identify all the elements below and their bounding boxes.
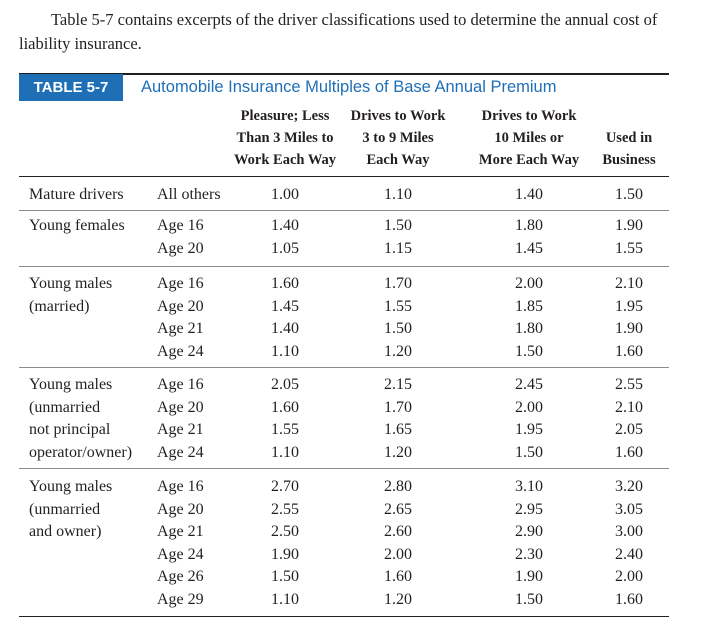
- group-label-line: Young females: [29, 217, 125, 234]
- column-header-line: Used in: [605, 130, 653, 146]
- multiple-value: 1.70: [384, 275, 412, 292]
- group-label-line: Young males: [29, 275, 113, 292]
- value-column: [240, 374, 330, 464]
- multiple-value: 1.10: [271, 590, 299, 608]
- group-divider: [19, 367, 669, 368]
- multiple-value: 3.20: [615, 478, 643, 495]
- multiple-value: 1.05: [271, 239, 299, 257]
- multiple-value: 1.20: [384, 443, 412, 461]
- multiple-value: 1.90: [271, 545, 299, 563]
- column-header-line: Drives to Work: [350, 108, 446, 124]
- group-label: [29, 184, 124, 207]
- multiple-value: 3.00: [615, 523, 643, 540]
- group-label-line: Mature drivers: [29, 186, 124, 203]
- multiple-value: 1.10: [384, 186, 412, 203]
- multiple-value: 2.05: [615, 421, 643, 438]
- multiple-value: 2.40: [615, 545, 643, 563]
- multiple-value: 2.60: [384, 523, 412, 540]
- multiple-value: 2.70: [271, 478, 299, 495]
- multiple-value: 1.20: [384, 590, 412, 608]
- multiple-value: 1.55: [615, 239, 643, 257]
- group-label-line: and owner): [29, 523, 102, 540]
- age-label: Age 21: [157, 523, 204, 540]
- age-column: [157, 184, 221, 207]
- value-column: [484, 476, 574, 611]
- multiple-value: 1.55: [271, 421, 299, 438]
- table-title: Automobile Insurance Multiples of Base Annual Premium: [141, 78, 557, 96]
- value-column: [484, 273, 574, 363]
- age-label: All others: [157, 186, 221, 203]
- age-label: Age 21: [157, 421, 204, 438]
- multiple-value: 1.20: [384, 342, 412, 360]
- age-label: Age 24: [157, 342, 204, 360]
- column-header-line: Work Each Way: [233, 152, 337, 168]
- age-column: [157, 374, 204, 464]
- group-divider: [19, 210, 669, 211]
- column-header-line: Each Way: [366, 152, 430, 168]
- multiple-value: 2.50: [271, 523, 299, 540]
- multiple-value: 2.00: [515, 275, 543, 292]
- multiple-value: 1.50: [271, 568, 299, 585]
- multiple-value: 1.95: [515, 421, 543, 438]
- table-bottom-rule: [19, 616, 669, 617]
- multiple-value: 1.50: [384, 320, 412, 337]
- multiple-value: 1.95: [615, 297, 643, 315]
- age-label: Age 16: [157, 376, 204, 393]
- column-header-line: More Each Way: [478, 152, 580, 168]
- multiple-value: 3.05: [615, 500, 643, 518]
- multiple-value: 2.10: [615, 275, 643, 292]
- age-label: Age 20: [157, 500, 204, 518]
- age-label: Age 20: [157, 297, 204, 315]
- group-divider: [19, 266, 669, 267]
- header-rule: [19, 176, 669, 177]
- value-column: [240, 476, 330, 611]
- value-column: [240, 215, 330, 260]
- age-column: [157, 476, 204, 611]
- column-header-line: Drives to Work: [481, 108, 577, 124]
- value-column: [353, 374, 443, 464]
- multiple-value: 1.60: [615, 443, 643, 461]
- multiple-value: 2.65: [384, 500, 412, 518]
- value-column: [484, 215, 574, 260]
- multiple-value: 1.90: [615, 320, 643, 337]
- multiple-value: 1.15: [384, 239, 412, 257]
- column-header: [459, 105, 599, 171]
- multiple-value: 1.65: [384, 421, 412, 438]
- column-header-line: 10 Miles or: [494, 130, 564, 146]
- multiple-value: 2.45: [515, 376, 543, 393]
- multiple-value: 1.60: [271, 398, 299, 416]
- table-label-badge: TABLE 5-7: [19, 74, 123, 101]
- group-divider: [19, 468, 669, 469]
- group-label-line: (unmarried: [29, 500, 101, 518]
- multiple-value: 2.30: [515, 545, 543, 563]
- group-label-line: operator/owner): [29, 443, 133, 461]
- value-column: [584, 273, 674, 363]
- multiple-value: 1.40: [515, 186, 543, 203]
- value-column: [584, 184, 674, 207]
- age-label: Age 20: [157, 239, 204, 257]
- multiple-value: 1.50: [615, 186, 643, 203]
- age-column: [157, 273, 204, 363]
- multiple-value: 1.50: [515, 443, 543, 461]
- multiple-value: 1.00: [271, 186, 299, 203]
- value-column: [584, 215, 674, 260]
- multiple-value: 1.80: [515, 320, 543, 337]
- age-label: Age 24: [157, 443, 204, 461]
- multiple-value: 1.60: [615, 342, 643, 360]
- value-column: [353, 273, 443, 363]
- multiple-value: 1.10: [271, 342, 299, 360]
- age-label: Age 16: [157, 478, 204, 495]
- age-label: Age 20: [157, 398, 204, 416]
- group-label-line: (unmarried: [29, 398, 101, 416]
- group-label: [29, 273, 112, 318]
- intro-paragraph: Table 5-7 contains excerpts of the driver classifications used to determine the annual cost of liability insurance.: [19, 10, 658, 53]
- age-label: Age 16: [157, 217, 204, 234]
- multiple-value: 1.85: [515, 297, 543, 315]
- multiple-value: 1.70: [384, 398, 412, 416]
- multiple-value: 3.10: [515, 478, 543, 495]
- column-header-line: 3 to 9 Miles: [362, 130, 434, 146]
- multiple-value: 1.90: [515, 568, 543, 585]
- multiple-value: 1.45: [271, 297, 299, 315]
- multiple-value: 2.55: [615, 376, 643, 393]
- value-column: [584, 374, 674, 464]
- multiple-value: 1.80: [515, 217, 543, 234]
- age-label: Age 24: [157, 545, 204, 563]
- value-column: [484, 374, 574, 464]
- column-header: [215, 105, 355, 171]
- group-label: [29, 215, 125, 238]
- multiple-value: 2.15: [384, 376, 412, 393]
- group-label-line: Young males: [29, 478, 113, 495]
- age-label: Age 26: [157, 568, 204, 585]
- value-column: [353, 184, 443, 207]
- multiple-value: 2.00: [515, 398, 543, 416]
- multiple-value: 1.45: [515, 239, 543, 257]
- multiple-value: 1.40: [271, 217, 299, 234]
- multiple-value: 1.60: [271, 275, 299, 292]
- multiple-value: 1.50: [384, 217, 412, 234]
- value-column: [240, 184, 330, 207]
- column-header: [589, 105, 669, 171]
- multiple-value: 1.10: [271, 443, 299, 461]
- group-label-line: Young males: [29, 376, 113, 393]
- group-label: [29, 476, 112, 544]
- multiple-value: 2.10: [615, 398, 643, 416]
- group-label-line: (married): [29, 297, 90, 315]
- multiple-value: 1.60: [384, 568, 412, 585]
- column-header-line: Pleasure; Less: [240, 108, 330, 124]
- multiple-value: 1.40: [271, 320, 299, 337]
- age-label: Age 21: [157, 320, 204, 337]
- multiple-value: 1.60: [615, 590, 643, 608]
- value-column: [484, 184, 574, 207]
- column-header: [338, 105, 458, 171]
- column-header-line: Than 3 Miles to: [236, 130, 334, 146]
- multiple-value: 2.80: [384, 478, 412, 495]
- column-header-line: Business: [602, 152, 656, 168]
- multiple-value: 1.55: [384, 297, 412, 315]
- age-column: [157, 215, 204, 260]
- column-header-line: [589, 105, 669, 127]
- multiple-value: 2.00: [615, 568, 643, 585]
- multiple-value: 1.50: [515, 590, 543, 608]
- group-label-line: not principal: [29, 421, 111, 438]
- age-label: Age 16: [157, 275, 204, 292]
- multiple-value: 1.90: [615, 217, 643, 234]
- multiple-value: 1.50: [515, 342, 543, 360]
- value-column: [240, 273, 330, 363]
- value-column: [584, 476, 674, 611]
- value-column: [353, 215, 443, 260]
- multiple-value: 2.05: [271, 376, 299, 393]
- value-column: [353, 476, 443, 611]
- multiple-value: 2.00: [384, 545, 412, 563]
- age-label: Age 29: [157, 590, 204, 608]
- group-label: [29, 374, 132, 464]
- multiple-value: 2.90: [515, 523, 543, 540]
- multiple-value: 2.95: [515, 500, 543, 518]
- multiple-value: 2.55: [271, 500, 299, 518]
